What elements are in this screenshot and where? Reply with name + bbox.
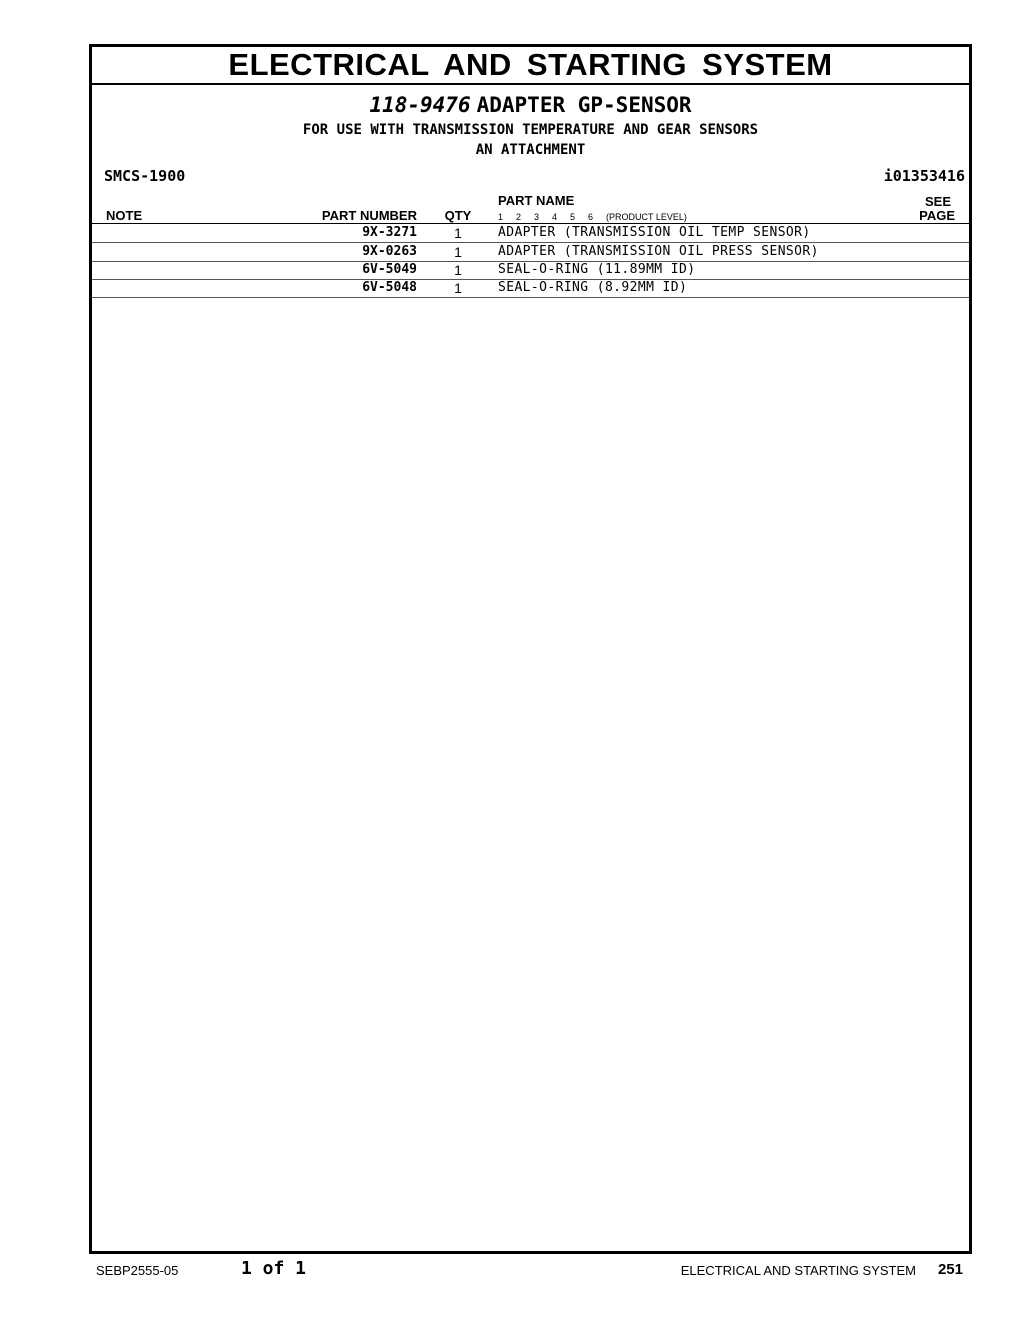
group-attachment-note: AN ATTACHMENT xyxy=(475,142,586,158)
row-part-name: SEAL-O-RING (8.92MM ID) xyxy=(498,280,688,295)
row-qty: 1 xyxy=(454,244,462,260)
smcs-code: SMCS-1900 xyxy=(104,167,186,185)
illustration-id: i01353416 xyxy=(883,167,965,185)
row-part-name: ADAPTER (TRANSMISSION OIL TEMP SENSOR) xyxy=(498,225,811,240)
group-part-number: 118-9476 xyxy=(369,93,471,117)
document-id: SEBP2555-05 xyxy=(96,1263,179,1278)
column-header-part-number: PART NUMBER xyxy=(321,208,417,223)
table-row xyxy=(92,261,969,280)
page-frame xyxy=(89,44,972,1254)
product-level-label: (PRODUCT LEVEL) xyxy=(606,212,687,222)
footer-section-title: ELECTRICAL AND STARTING SYSTEM xyxy=(680,1263,916,1278)
product-level-4: 4 xyxy=(552,212,558,222)
product-level-1: 1 xyxy=(498,212,504,222)
page-count: 1 of 1 xyxy=(241,1258,307,1279)
row-part-number: 9X-3271 xyxy=(362,225,417,240)
product-level-indicators xyxy=(498,212,687,222)
row-part-number: 6V-5048 xyxy=(362,280,417,295)
product-level-3: 3 xyxy=(534,212,540,222)
row-part-number: 9X-0263 xyxy=(362,244,417,259)
column-header-page: PAGE xyxy=(919,208,955,223)
page-number: 251 xyxy=(937,1261,963,1278)
row-part-name: ADAPTER (TRANSMISSION OIL PRESS SENSOR) xyxy=(498,244,819,259)
row-part-name: SEAL-O-RING (11.89MM ID) xyxy=(498,262,696,277)
product-level-6: 6 xyxy=(588,212,594,222)
section-title: ELECTRICAL AND STARTING SYSTEM xyxy=(92,47,969,85)
column-header-note: NOTE xyxy=(106,208,143,223)
column-header-see: SEE xyxy=(924,194,951,209)
table-row xyxy=(92,243,969,262)
group-subtitle: FOR USE WITH TRANSMISSION TEMPERATURE AND GEAR SENSORS xyxy=(302,122,759,138)
row-part-number: 6V-5049 xyxy=(362,262,417,277)
group-name: ADAPTER GP-SENSOR xyxy=(476,93,692,117)
table-row xyxy=(92,279,969,298)
row-qty: 1 xyxy=(454,225,462,241)
row-qty: 1 xyxy=(454,262,462,278)
product-level-5: 5 xyxy=(570,212,576,222)
group-title xyxy=(92,91,969,119)
column-header-part-name: PART NAME xyxy=(498,193,575,208)
row-qty: 1 xyxy=(454,280,462,296)
product-level-2: 2 xyxy=(516,212,522,222)
table-row xyxy=(92,224,969,243)
column-header-qty: QTY xyxy=(444,208,472,223)
